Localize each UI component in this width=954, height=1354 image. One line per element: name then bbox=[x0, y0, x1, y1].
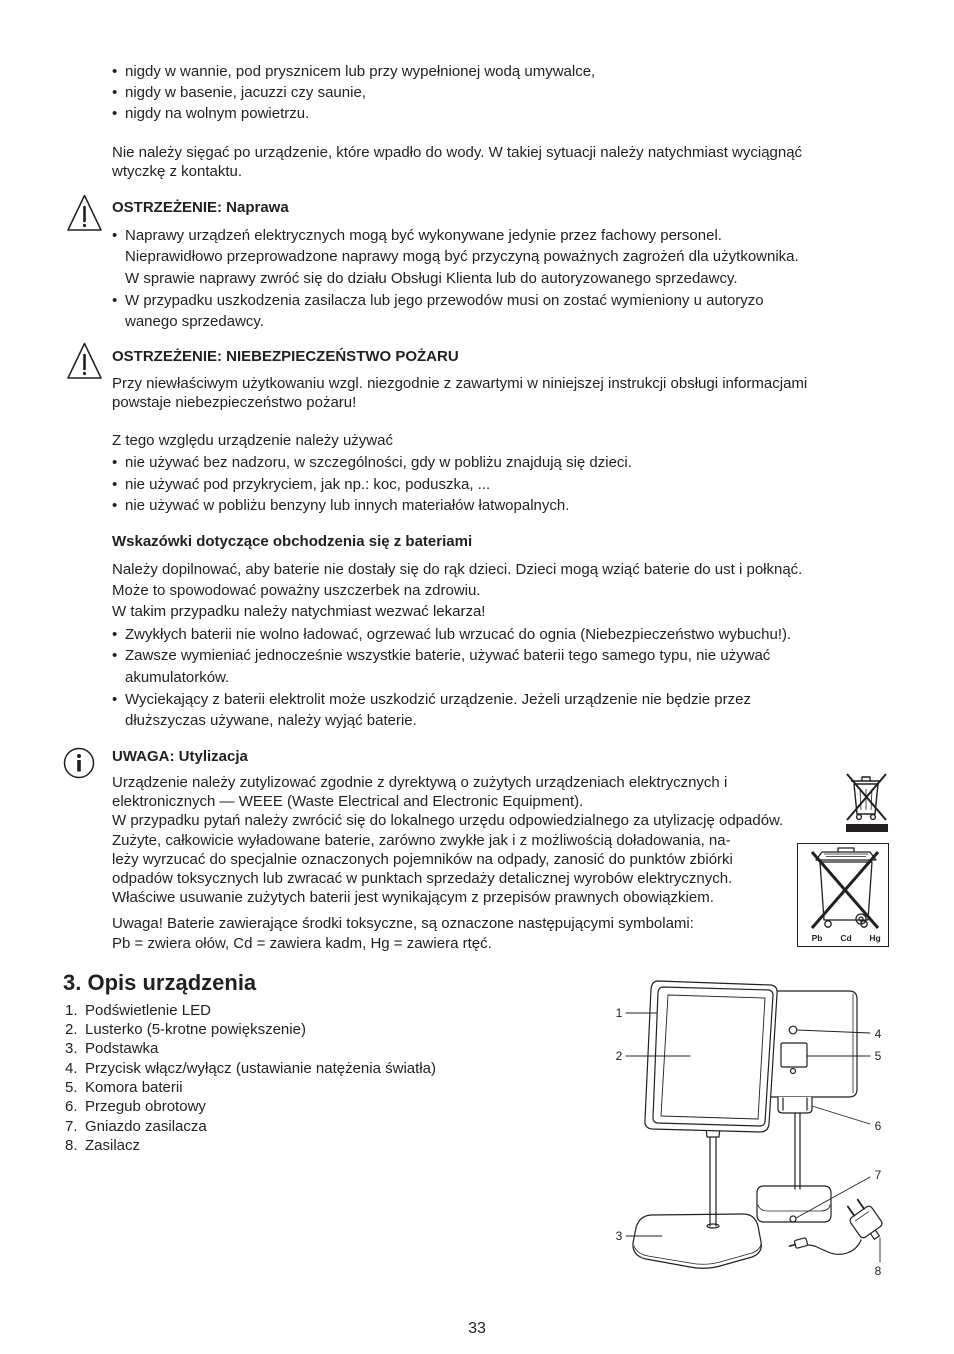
part-number: 6. bbox=[65, 1098, 78, 1115]
list-item: • nigdy w wannie, pod prysznicem lub przy wypełnionej wodą umywalce, bbox=[112, 63, 595, 81]
front-stem bbox=[710, 1132, 716, 1228]
part-number: 3. bbox=[65, 1040, 78, 1057]
part-item bbox=[65, 1040, 158, 1058]
callout-5: 5 bbox=[874, 1049, 882, 1063]
list-item-continuation: dłuższyczas używane, należy wyjąć baterie. bbox=[125, 712, 417, 729]
paragraph-line: Właściwe usuwanie zużytych baterii jest wynikającym z przepisów prawnych obowiązkiem. bbox=[112, 889, 714, 906]
list-item: • W przypadku uszkodzenia zasilacza lub jego przewodów musi on zostać wymieniony u autoryzo bbox=[112, 292, 764, 310]
part-label: Przycisk włącz/wyłącz (ustawianie natężenia światła) bbox=[85, 1060, 436, 1077]
battery-bin-symbol bbox=[798, 844, 888, 946]
mirror-frame bbox=[645, 981, 777, 1132]
list-item: • nie używać bez nadzoru, w szczególności, gdy w pobliżu znajdują się dzieci. bbox=[112, 454, 632, 472]
part-number: 5. bbox=[65, 1079, 78, 1096]
paragraph-line: Przy niewłaściwym użytkowaniu wzgl. niezgodnie z zawartymi w niniejszej instrukcji obsługi informacjami bbox=[112, 375, 808, 392]
part-item bbox=[65, 1060, 436, 1078]
info-icon bbox=[63, 747, 95, 779]
part-item bbox=[65, 1137, 140, 1155]
warning-triangle-icon bbox=[67, 194, 102, 232]
callout-4: 4 bbox=[874, 1027, 882, 1041]
callout-8: 8 bbox=[874, 1264, 882, 1278]
back-stem bbox=[795, 1113, 800, 1189]
list-item-continuation: wanego sprzedawcy. bbox=[125, 313, 264, 330]
paragraph-line: Uwaga! Baterie zawierające środki toksyczne, są oznaczone następującymi symbolami: bbox=[112, 915, 694, 932]
part-number: 1. bbox=[65, 1002, 78, 1019]
list-item: • Wyciekający z baterii elektrolit może uszkodzić urządzenie. Jeżeli urządzenie nie będzie przez bbox=[112, 691, 751, 709]
callout-7: 7 bbox=[874, 1168, 882, 1182]
paragraph-line: Z tego względu urządzenie należy używać bbox=[112, 432, 393, 449]
paragraph-line: Może to spowodować poważny uszczerbek na zdrowiu. bbox=[112, 582, 481, 599]
page-number: 33 bbox=[468, 1320, 486, 1337]
list-item: • nigdy na wolnym powietrzu. bbox=[112, 105, 309, 123]
paragraph-line: W takim przypadku należy natychmiast wezwać lekarza! bbox=[112, 603, 486, 620]
callout-2: 2 bbox=[615, 1049, 623, 1063]
paragraph-line: odpadów toksycznych lub zwracać w punktach sprzedaży detalicznej wyrobów elektrycznych. bbox=[112, 870, 733, 887]
list-item: • nigdy w basenie, jacuzzi czy saunie, bbox=[112, 84, 366, 102]
part-item bbox=[65, 1021, 306, 1039]
part-item bbox=[65, 1002, 211, 1020]
warning-triangle-icon bbox=[67, 342, 102, 380]
battery-symbol-hg: Hg bbox=[869, 933, 881, 943]
part-item bbox=[65, 1118, 207, 1136]
swivel-joint bbox=[778, 1097, 812, 1113]
paragraph-line: Nie należy sięgać po urządzenie, które wpadło do wody. W takiej sytuacji należy natychmiast wyciągnąć bbox=[112, 144, 803, 161]
paragraph-line: Urządzenie należy zutylizować zgodnie z dyrektywą o zużytych urządzeniach elektrycznych i bbox=[112, 774, 728, 791]
list-item: • Zwykłych baterii nie wolno ładować, ogrzewać lub wrzucać do ognia (Niebezpieczeństwo wybuchu!). bbox=[112, 626, 791, 644]
paragraph-line: Pb = zwiera ołów, Cd = zawiera kadm, Hg = zawiera rtęć. bbox=[112, 935, 492, 952]
list-item-continuation: Nieprawidłowo przeprowadzone naprawy mogą być przyczyną poważnych zagrożeń dla użytkownika. bbox=[125, 248, 799, 265]
section-title: OSTRZEŻENIE: NIEBEZPIECZEŃSTWO POŻARU bbox=[112, 348, 459, 365]
section-title: UWAGA: Utylizacja bbox=[112, 748, 248, 765]
part-label: Komora baterii bbox=[85, 1079, 183, 1096]
list-item: • nie używać pod przykryciem, jak np.: koc, poduszka, ... bbox=[112, 476, 490, 494]
part-label: Podstawka bbox=[85, 1040, 159, 1057]
callout-3: 3 bbox=[615, 1229, 623, 1243]
part-number: 8. bbox=[65, 1137, 78, 1154]
part-label: Gniazdo zasilacza bbox=[85, 1118, 207, 1135]
crossed-out-bin-icon bbox=[843, 770, 890, 834]
battery-symbol-pb: Pb bbox=[811, 933, 823, 943]
list-item: • nie używać w pobliżu benzyny lub innych materiałów łatwopalnych. bbox=[112, 497, 569, 515]
part-number: 4. bbox=[65, 1060, 78, 1077]
section-heading: 3. Opis urządzenia bbox=[63, 970, 257, 995]
paragraph-line: Należy dopilnować, aby baterie nie dostały się do rąk dzieci. Dzieci mogą wziąć baterie do ust i połknąć. bbox=[112, 561, 803, 578]
battery-symbol-cd: Cd bbox=[840, 933, 852, 943]
part-item bbox=[65, 1098, 206, 1116]
list-item-continuation: W sprawie naprawy zwróć się do działu Obsługi Klienta lub do autoryzowanego sprzedawcy. bbox=[125, 270, 738, 287]
paragraph-line: elektronicznych — WEEE (Waste Electrical and Electronic Equipment). bbox=[112, 793, 584, 810]
section-title: Wskazówki dotyczące obchodzenia się z bateriami bbox=[112, 533, 473, 550]
part-label: Zasilacz bbox=[85, 1137, 141, 1154]
stand-base bbox=[633, 1214, 761, 1268]
part-label: Podświetlenie LED bbox=[85, 1002, 211, 1019]
device-illustration bbox=[600, 965, 900, 1285]
section-title: OSTRZEŻENIE: Naprawa bbox=[112, 199, 289, 216]
list-item: • Zawsze wymieniać jednocześnie wszystkie baterie, używać baterii tego samego typu, nie używać bbox=[112, 647, 770, 665]
front-view bbox=[633, 981, 777, 1268]
part-number: 2. bbox=[65, 1021, 78, 1038]
part-label: Przegub obrotowy bbox=[85, 1098, 206, 1115]
paragraph-line: Zużyte, całkowicie wyładowane baterie, zarówno zwykłe jak i z możliwością doładowania, na- bbox=[112, 832, 731, 849]
list-item: • Naprawy urządzeń elektrycznych mogą być wykonywane jedynie przez fachowy personel. bbox=[112, 227, 722, 245]
paragraph-line: W przypadku pytań należy zwrócić się do lokalnego urzędu odpowiedzialnego za utylizację odpadów. bbox=[112, 812, 784, 829]
paragraph-line: leży wyrzucać do specjalnie oznaczonych pojemników na odpady, zanosić do punktów zbiórki bbox=[112, 851, 733, 868]
list-item-continuation: akumulatorków. bbox=[125, 669, 230, 686]
paragraph-line: powstaje niebezpieczeństwo pożaru! bbox=[112, 394, 357, 411]
callout-1: 1 bbox=[615, 1006, 623, 1020]
part-label: Lusterko (5-krotne powiększenie) bbox=[85, 1021, 306, 1038]
callout-6: 6 bbox=[874, 1119, 882, 1133]
paragraph-line: wtyczkę z kontaktu. bbox=[112, 163, 243, 180]
battery-disposal-icon bbox=[797, 843, 889, 947]
part-number: 7. bbox=[65, 1118, 78, 1135]
part-item bbox=[65, 1079, 183, 1097]
